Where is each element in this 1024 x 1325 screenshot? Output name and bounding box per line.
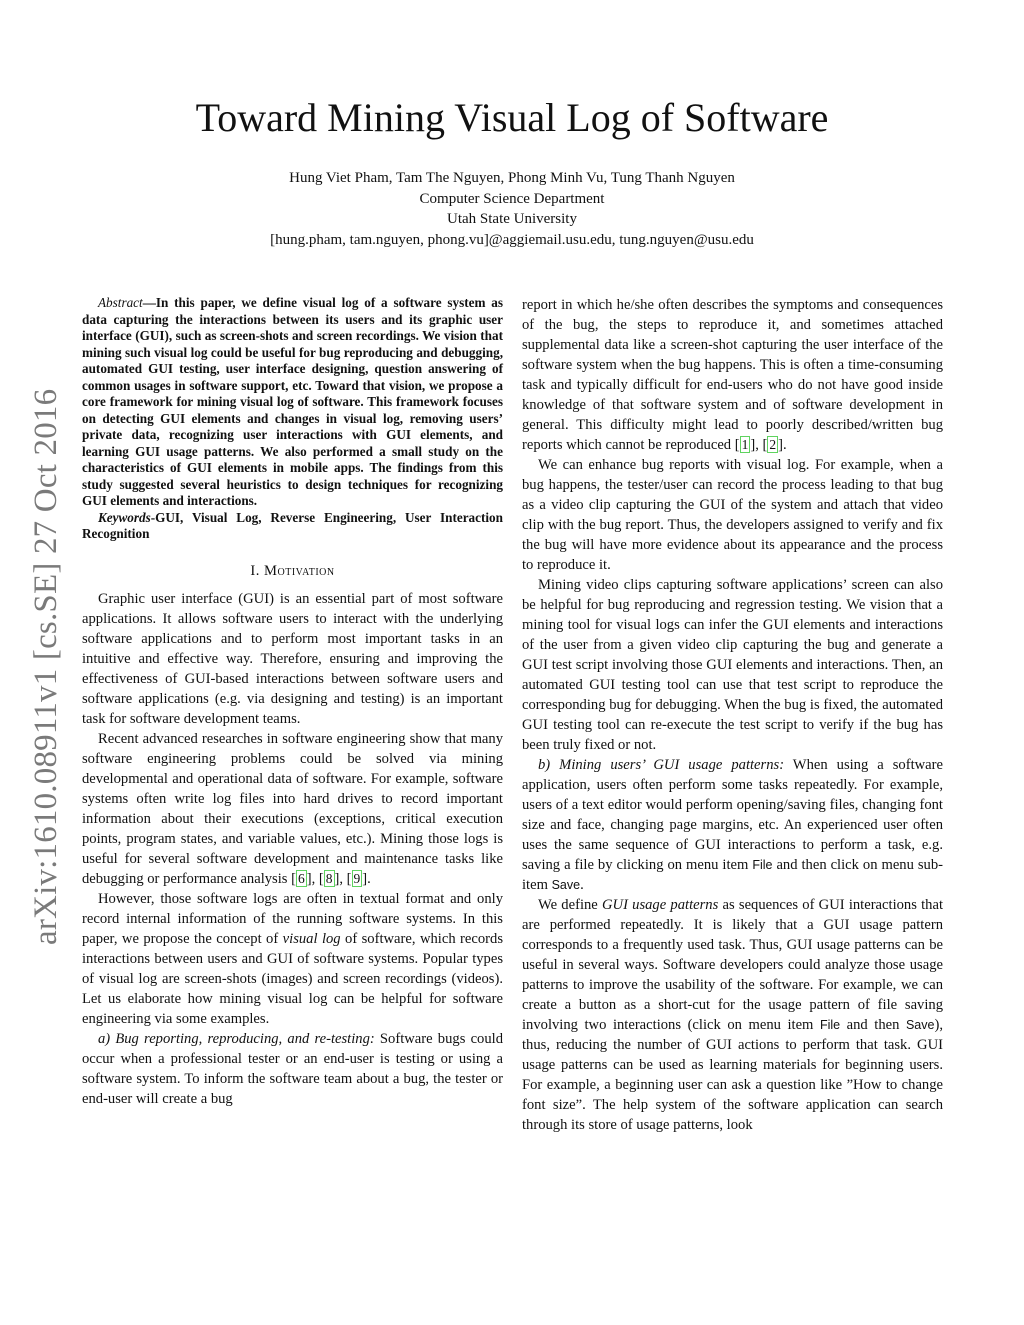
paragraph-text: We define bbox=[538, 897, 602, 913]
paragraph: Mining video clips capturing software applications’ screen can also be helpful for bug reproducing and regression testing. We vision that a mining tool for visual logs can infer the GUI elements and interactions of the user from a given video clip capturing the bug and generate a GUI test script involving those GUI elements and interactions. Then, an automated GUI testing tool can use that test script to reproduce the corresponding bug for debugging. When the bug is fixed, the automated GUI testing tool can re-execute the test script to verify if the bug has been truly fixed or not. bbox=[522, 577, 943, 753]
paragraph-text: of software, which records interactions between users and GUI of software systems. Popular types of visual log are screen-shots (images) and screen recordings (videos). Let us elaborate how mining visual log can be helpful for software engineering via some examples. bbox=[82, 930, 503, 1027]
menu-item-code: File bbox=[752, 858, 773, 872]
paragraph bbox=[82, 889, 503, 1029]
author-department: Computer Science Department bbox=[419, 190, 605, 207]
emphasis: GUI usage patterns bbox=[602, 897, 719, 913]
paragraph-text: Recent advanced researches in software engineering show that many software engineering problems could be solved via mining developmental and operational data of software. For example, software systems often write log files into hard drives to record important information about their executions (exceptions, critical execution points, program states, and variable values, etc.). Mining those logs is useful for several software development and maintenance tasks like debugging or performance analysis bbox=[82, 730, 503, 887]
abstract-text: —In this paper, we define visual log of a software system as data capturing the interactions between its users and its graphic user interface (GUI), such as screen-shots and screen recordings. We vision that mining such visual log could be useful for bug reproducing and debugging, automated GUI testing, user interface designing, question answering of common usages in software support, etc. Toward that vision, we propose a core framework for mining visual log of software. This framework focuses on detecting GUI elements and changes in visual log, removing users’ private data, recognizing user interactions with GUI elements, and learning GUI usage patterns. We also performed a small study on the characteristics of GUI elements in mobile apps. The findings from this study suggested several heuristics to design techniques for recognizing GUI elements and interactions. bbox=[82, 295, 503, 508]
subsection-heading: a) Bug reporting, reproducing, and re-testing: bbox=[98, 1030, 375, 1047]
paragraph-text: ), thus, reducing the number of GUI actions to perform that task. GUI usage patterns can be used as learning materials for beginning users. For example, a beginning user can ask a question like ”How to change font size”. The help system of the software application can search through its store of usage patterns, look bbox=[522, 1017, 943, 1133]
subsection-heading: b) Mining users’ GUI usage patterns: bbox=[538, 757, 785, 773]
section-number: I. bbox=[250, 562, 260, 579]
menu-item-code: Save bbox=[551, 878, 581, 892]
author-emails: [hung.pham, tam.nguyen, phong.vu]@aggiemail.usu.edu, tung.nguyen@usu.edu bbox=[270, 231, 754, 248]
menu-item-code: Save bbox=[905, 1018, 935, 1032]
paragraph-text: report in which he/she often describes the symptoms and consequences of the bug, the steps to reproduce it, and sometimes attached supplemental data like a screen-shot capturing the user interface of the software system when the bug happens. This is often a time-consuming task and typically difficult for end-users who do not have good inside knowledge of that software system and of software development in general. This difficulty might lead to poorly described/written bug reports which cannot be reproduced bbox=[522, 297, 943, 453]
paragraph-text: and then bbox=[840, 1017, 906, 1033]
paragraph: Graphic user interface (GUI) is an essential part of most software applications. It allows software users to interact with the underlying software applications and to perform most important tasks in an intuitive and effective way. Therefore, ensuring and improving the effectiveness of GUI-based interactions between software users and software applications (e.g. via designing and testing) is an important task for software development teams. bbox=[82, 590, 503, 727]
citation-link[interactable]: 1 bbox=[741, 437, 749, 452]
paper-title: Toward Mining Visual Log of Software bbox=[195, 95, 829, 140]
paragraph-text: However, those software logs are often in textual format and only record internal information of the running software systems. In this paper, we propose the concept of bbox=[82, 890, 503, 947]
paragraph bbox=[522, 895, 943, 1135]
paragraph bbox=[82, 1029, 503, 1109]
section-title: Motivation bbox=[264, 562, 335, 579]
author-names: Hung Viet Pham, Tam The Nguyen, Phong Minh Vu, Tung Thanh Nguyen bbox=[289, 170, 735, 186]
citation-link[interactable]: 9 bbox=[353, 870, 361, 886]
right-column bbox=[522, 295, 943, 1135]
citation-link[interactable]: 8 bbox=[325, 870, 333, 886]
left-column bbox=[82, 295, 503, 1109]
paragraph-text: Software bugs could occur when a professional tester or an end-user is testing or using a software system. To inform the software team about a bug, the tester or end-user will create a bug bbox=[82, 1030, 503, 1107]
abstract-label: Abstract bbox=[98, 295, 143, 310]
emphasis: visual log bbox=[282, 930, 341, 947]
author-university: Utah State University bbox=[447, 211, 577, 227]
keywords bbox=[82, 510, 503, 543]
paragraph-text: as sequences of GUI interactions that are performed repeatedly. It is likely that a GUI usage pattern corresponds to a frequently used task. Thus, GUI usage patterns can be useful in several ways. Software developers could analyze those usage patterns to improve the usability of the software. For example, we can create a button as a short-cut for the usage pattern of file saving involving two interactions (click on menu item bbox=[522, 897, 944, 1033]
keywords-label: Keywords bbox=[98, 509, 151, 525]
abstract bbox=[82, 295, 503, 510]
menu-item-code: File bbox=[819, 1018, 841, 1032]
paragraph: b) Mining users’ GUI usage patterns: When using a software application, users often perform some tasks repeatedly. For example, users of a text editor would perform opening/saving files, changing font size and face, changing page margins, etc. An experienced user often uses the same sequence of GUI interactions to perform a task, e.g. saving a file by clicking on menu item File and then click on menu sub-item Save. bbox=[522, 757, 943, 893]
section-heading bbox=[82, 561, 503, 581]
keywords-text: -GUI, Visual Log, Reverse Engineering, User Interaction Recognition bbox=[82, 509, 503, 541]
paragraph-text: When using a software application, users often perform some tasks repeatedly. For example, users of a text editor would perform opening/saving files, changing font size and face, changing page margins, etc. An experienced user often uses the same sequence of GUI interactions to perform a task, e.g. saving a file by clicking on menu item bbox=[522, 757, 943, 873]
citation-link[interactable]: 6 bbox=[297, 870, 305, 886]
arxiv-identifier: arXiv:1610.08911v1 [cs.SE] 27 Oct 2016 bbox=[28, 388, 64, 945]
paragraph: Recent advanced researches in software engineering show that many software engineering problems could be solved via mining developmental and operational data of software. For example, software systems often write log files into hard drives to record important information about their executions (exceptions, critical execution points, program states, and variable values, etc.). Mining those logs is useful for several software development and maintenance tasks like debugging or performance analysis [ 6 ], [ 8 ], [ 9 ]. bbox=[82, 730, 503, 887]
author-block bbox=[0, 168, 1024, 250]
paragraph-text: and then click on menu sub-item bbox=[522, 857, 943, 893]
paragraph: report in which he/she often describes the symptoms and consequences of the bug, the steps to reproduce it, and sometimes attached supplemental data like a screen-shot capturing the user interface of the software system when the bug happens. This is often a time-consuming task and typically difficult for end-users who do not have good inside knowledge of that software system and of software development in general. This difficulty might lead to poorly described/written bug reports which cannot be reproduced [ 1 ], [ 2 ]. bbox=[522, 297, 943, 453]
citation-link[interactable]: 2 bbox=[769, 437, 777, 452]
paragraph: We can enhance bug reports with visual log. For example, when a bug happens, the tester/user can record the process leading to that bug as a video clip capturing the GUI of the system and attach that video clip with the bug report. Thus, the developers assigned to verify and fix the bug will have more evidence about its appearance and the process to reproduce it. bbox=[522, 457, 943, 573]
